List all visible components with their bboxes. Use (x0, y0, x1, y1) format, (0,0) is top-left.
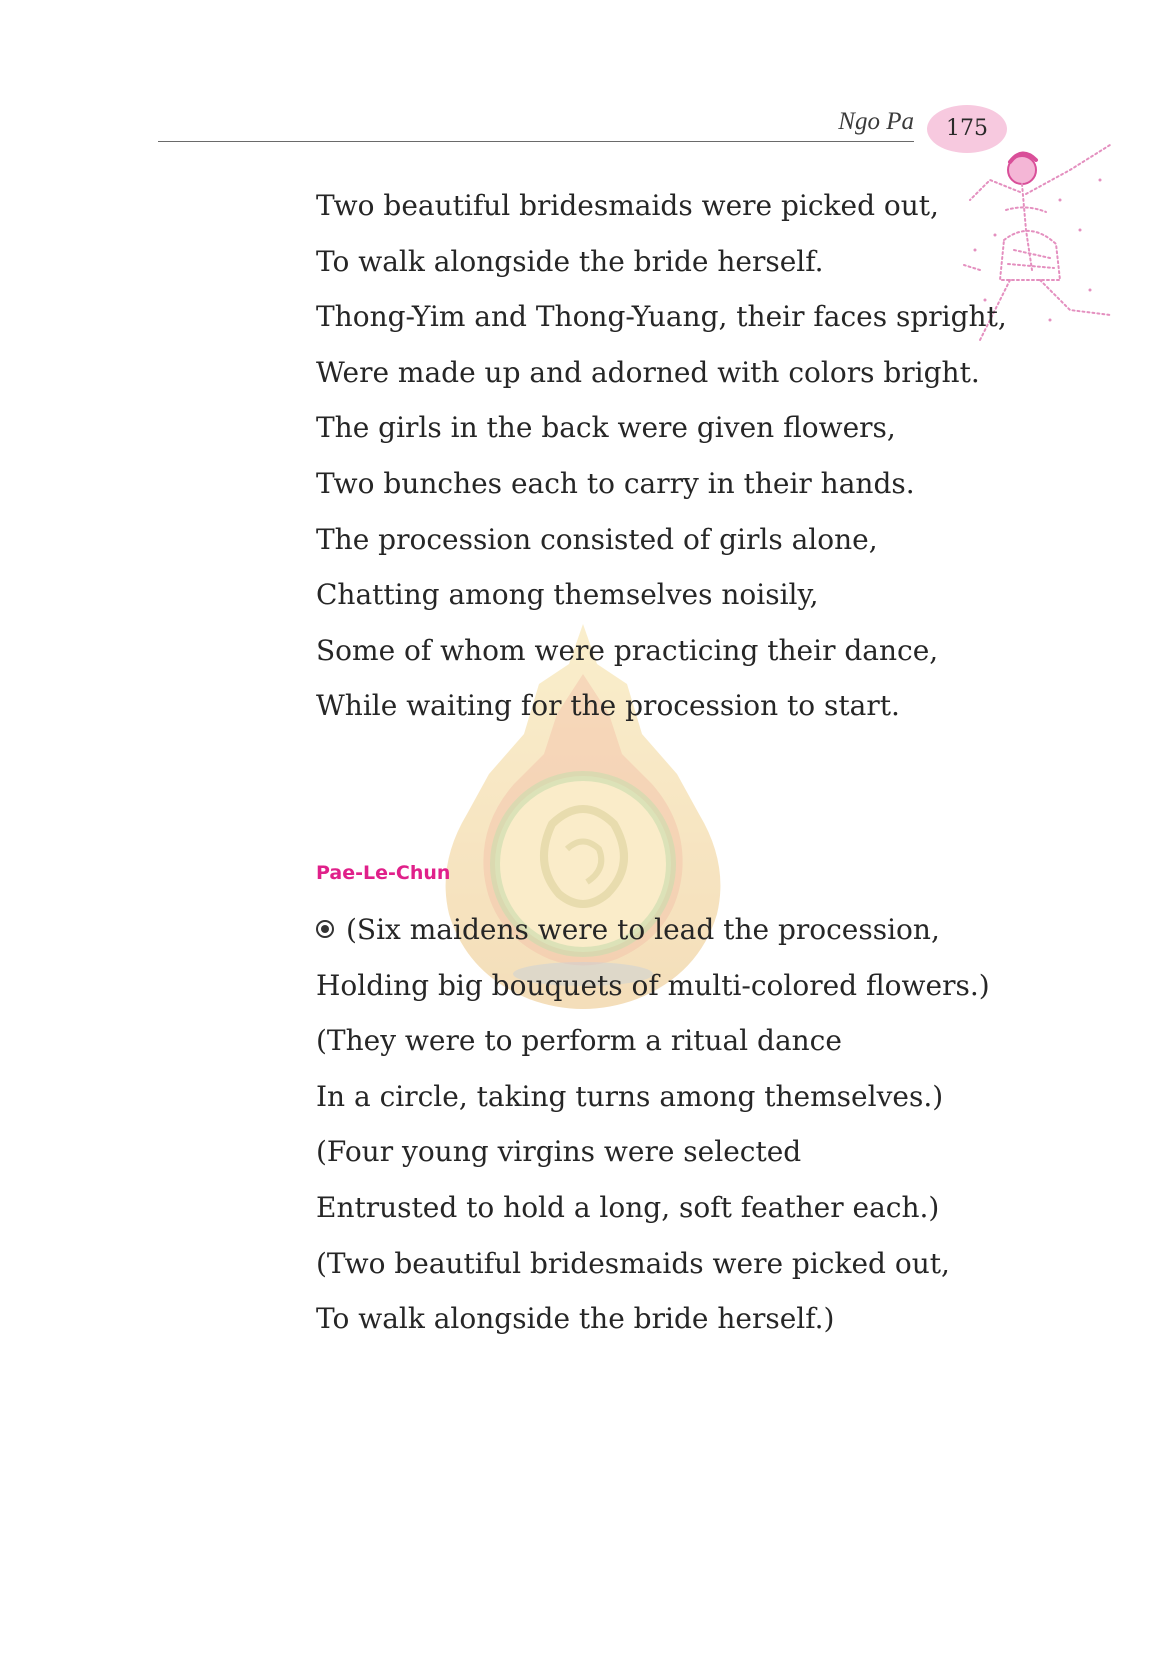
verse-line: Entrusted to hold a long, soft feather each.) (316, 1190, 940, 1224)
verse-line: Some of whom were practicing their dance, (316, 633, 939, 667)
verse-line-text: (Six maidens were to lead the procession, (346, 913, 940, 946)
verse-line: In a circle, taking turns among themselves.) (316, 1079, 944, 1113)
verse-block-one (316, 178, 1007, 734)
circled-dot-icon (316, 920, 334, 938)
verse-line: (They were to perform a ritual dance (316, 1024, 842, 1058)
verse-line: Were made up and adorned with colors bright. (316, 355, 980, 389)
verse-line: Chatting among themselves noisily, (316, 578, 819, 612)
running-head: Ngo Pa (838, 108, 914, 135)
verse-line: Two beautiful bridesmaids were picked out, (316, 189, 939, 222)
verse-line: Thong-Yim and Thong-Yuang, their faces spright, (316, 300, 1007, 334)
verse-block-two (316, 902, 990, 1347)
verse-line: (Four young virgins were selected (316, 1135, 802, 1169)
verse-line: Holding big bouquets of multi-colored flowers.) (316, 968, 990, 1002)
verse-line: The procession consisted of girls alone, (316, 522, 878, 556)
page-number-badge: 175 (927, 105, 1007, 153)
verse-line: Two bunches each to carry in their hands. (316, 466, 915, 500)
verse-line: The girls in the back were given flowers, (316, 411, 896, 445)
section-label: Pae-Le-Chun (316, 862, 451, 884)
header-rule (158, 141, 914, 142)
verse-line: To walk alongside the bride herself. (316, 244, 824, 278)
verse-line: While waiting for the procession to start. (316, 689, 900, 723)
verse-line: (Two beautiful bridesmaids were picked out, (316, 1246, 950, 1280)
verse-line: To walk alongside the bride herself.) (316, 1302, 835, 1336)
verse-line-first (316, 902, 990, 958)
